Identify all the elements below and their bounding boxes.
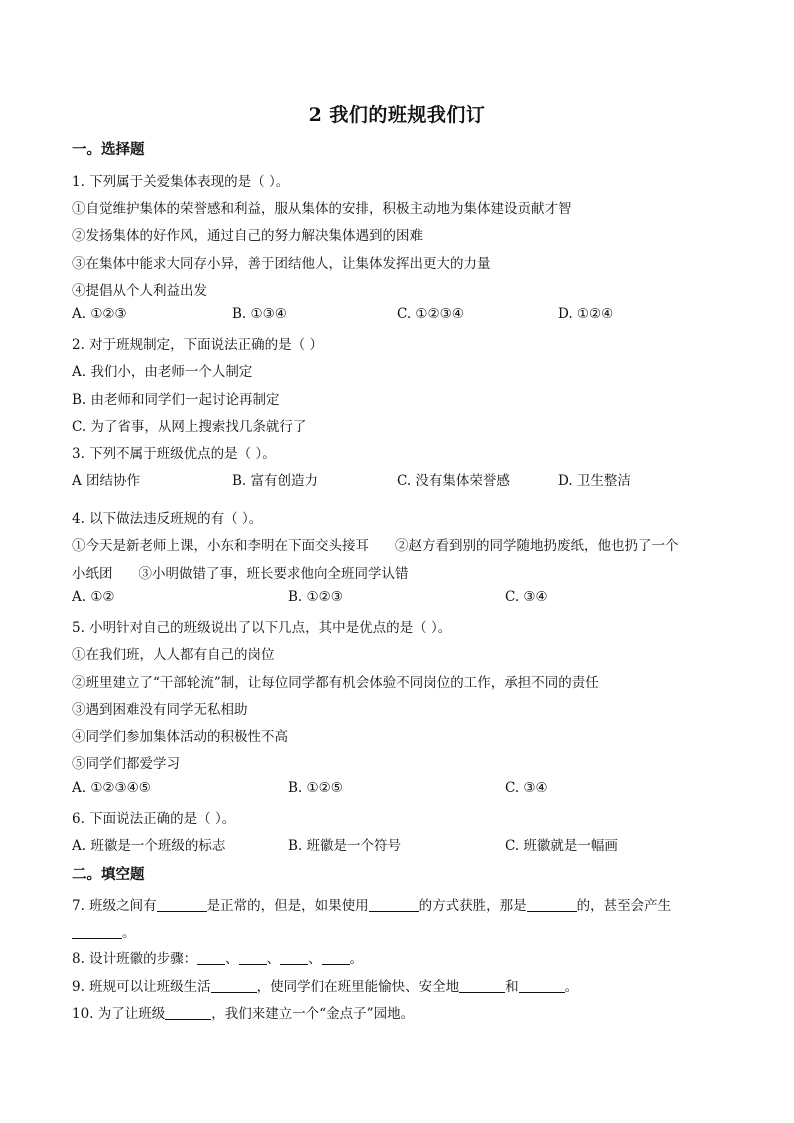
question-1-options [72,306,732,326]
question-9-text: 。 [564,979,579,995]
question-5-stem: 5. 小明针对自己的班级说出了以下几点，其中是优点的是（ ）。 [72,620,452,636]
question-4-stem: 4. 以下做法违反班规的有（ ）。 [72,511,263,527]
option-a: A. 班徽是一个班级的标志 [72,838,226,854]
question-5-statement-3: ③遇到困难没有同学无私相助 [72,702,248,718]
question-1-statement-4: ④提倡从个人利益出发 [72,283,207,299]
answer-blank[interactable] [157,897,207,912]
question-4-statement-2-cont: 小纸团 [72,566,113,582]
option-a: A. ①②③④⑤ [72,780,151,796]
separator: 、 [225,951,239,967]
question-1-statement-1: ①自觉维护集体的荣誉感和利益，服从集体的安排，积极主动地为集体建设贡献才智 [72,201,572,217]
answer-blank[interactable] [519,978,565,993]
option-c: C. ③④ [505,589,548,605]
question-10-text: 10. 为了让班级 [72,1006,166,1022]
question-10-text: ，我们来建立一个“金点子”园地。 [211,1006,415,1022]
option-a: A 团结协作 [72,473,141,489]
question-6-stem: 6. 下面说法正确的是（ ）。 [72,811,236,827]
question-2-option-a: A. 我们小，由老师一个人制定 [72,364,253,380]
question-1-stem: 1. 下列属于关爱集体表现的是（ ）。 [72,174,290,190]
question-7-text: 的，甚至会产生 [576,898,672,914]
answer-blank[interactable] [527,897,577,912]
answer-blank[interactable] [322,950,350,965]
question-7-line-2 [72,921,136,941]
question-6-options [72,834,732,854]
question-5-options [72,780,732,800]
answer-blank[interactable] [72,924,122,939]
answer-blank[interactable] [165,1005,211,1020]
question-7-text: 是正常的，但是，如果使用 [206,898,369,914]
question-1-statement-3: ③在集体中能求大同存小异，善于团结他人，让集体发挥出更大的力量 [72,256,491,272]
answer-blank[interactable] [280,950,308,965]
question-2-option-c: C. 为了省事，从网上搜索找几条就行了 [72,419,307,435]
question-3-stem: 3. 下列不属于班级优点的是（ ）。 [72,446,276,462]
option-c: C. 没有集体荣誉感 [397,473,510,489]
option-d: D. 卫生整洁 [558,473,631,489]
answer-blank[interactable] [239,950,267,965]
option-b: B. 班徽是一个符号 [288,838,402,854]
question-4-statement-3: ③小明做错了事，班长要求他向全班同学认错 [138,566,409,582]
section-heading-fill: 二。填空题 [72,866,145,883]
question-5-statement-4: ④同学们参加集体活动的积极性不高 [72,729,288,745]
question-5-statement-1: ①在我们班，人人都有自己的岗位 [72,647,275,663]
question-4-statements-line-2 [72,562,409,582]
option-b: B. 富有创造力 [232,473,319,489]
question-7-text: 的方式获胜，那是 [418,898,527,914]
question-7-text: 。 [122,925,136,941]
question-7-text: 7. 班级之间有 [72,898,157,914]
option-d: D. ①②④ [558,306,614,322]
question-2-stem: 2. 对于班规制定，下面说法正确的是（ ） [72,337,323,353]
answer-blank[interactable] [369,897,419,912]
question-9-text: 和 [505,979,519,995]
option-b: B. ①②③ [288,589,343,605]
question-5-statement-2: ②班里建立了“干部轮流”制，让每位同学都有机会体验不同岗位的工作，承担不同的责任 [72,675,599,691]
question-9 [72,975,578,995]
question-8-text: 8. 设计班徽的步骤： [72,951,198,967]
option-c: C. ③④ [505,780,548,796]
section-heading-choice: 一。选择题 [72,141,145,158]
question-4-statement-2: ②赵方看到别的同学随地扔废纸，他也扔了一个 [395,538,679,554]
question-9-text: ，使同学们在班里能愉快、安全地 [256,979,460,995]
question-4-options [72,589,732,609]
answer-blank[interactable] [459,978,505,993]
option-b: B. ①②⑤ [288,780,343,796]
question-4-statements-line-1 [72,534,679,554]
option-a: A. ①② [72,589,115,605]
question-2-option-b: B. 由老师和同学们一起讨论再制定 [72,392,280,408]
option-b: B. ①③④ [232,306,287,322]
question-8-text: 。 [349,951,364,967]
question-7-line-1 [72,894,671,914]
page-title: 2 我们的班规我们订 [308,104,486,126]
option-a: A. ①②③ [72,306,127,322]
question-1-statement-2: ②发扬集体的好作风，通过自己的努力解决集体遇到的困难 [72,228,423,244]
question-4-statement-1: ①今天是新老师上课，小东和李明在下面交头接耳 [72,538,369,554]
question-10 [72,1002,414,1022]
option-c: C. 班徽就是一幅画 [505,838,618,854]
question-3-options [72,469,732,489]
answer-blank[interactable] [211,978,257,993]
separator: 、 [266,951,281,967]
question-9-text: 9. 班规可以让班级生活 [72,979,211,995]
separator: 、 [308,951,322,967]
question-5-statement-5: ⑤同学们都爱学习 [72,756,180,772]
question-8 [72,947,363,967]
answer-blank[interactable] [197,950,225,965]
option-c: C. ①②③④ [397,306,464,322]
